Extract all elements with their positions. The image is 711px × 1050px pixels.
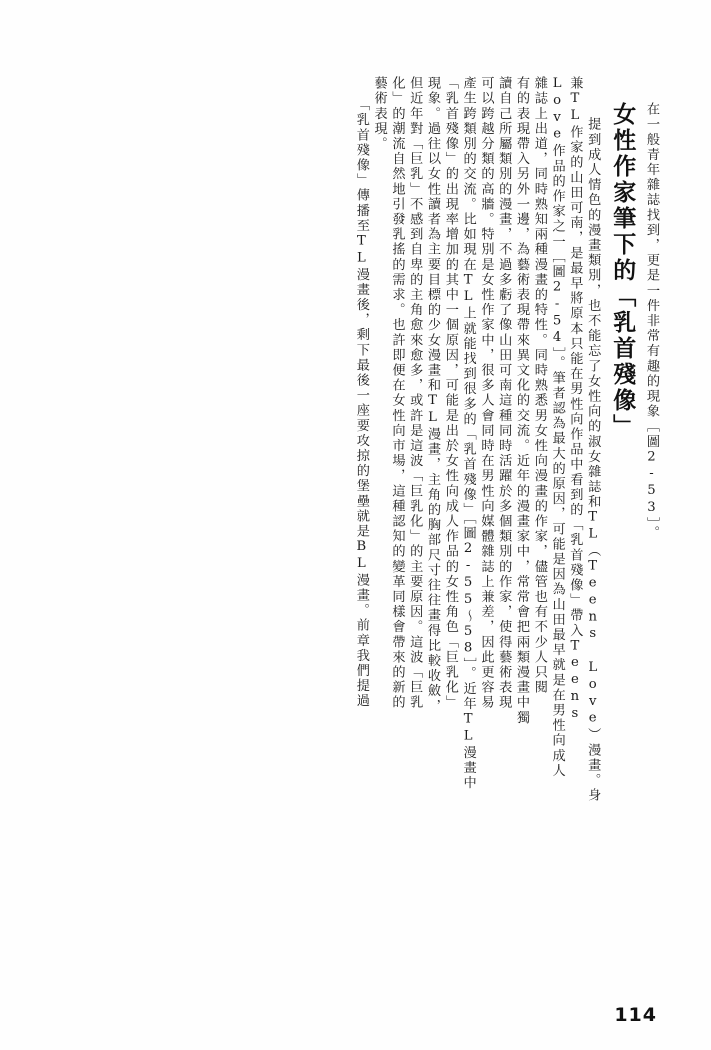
text-column-11: 現象。過往以女性讀者為主要目標的少女漫畫和TL漫畫，主角的胸部尺寸往往畫得比較收斂， [425, 76, 441, 714]
text-column-8: 可以跨越分類的高牆。特別是女性作家中，很多人會同時在男性向媒體雜誌上兼差，因此更容易 [478, 76, 494, 711]
text-column-13: 化」的潮流自然地引發乳搖的需求。也許即便在女性向市場，這種認知的變革同樣會帶來的新的 [389, 76, 405, 711]
text-column-6: 有的表現帶入另外一邊，為藝術表現帶來異文化的交流。近年的漫畫家中，常常會把兩類漫畫中獨 [514, 76, 530, 726]
text-column-4: Love作品的作家之一［圖2-54］。筆者認為最大的原因，可能是因為山田最早就是在男性向成人 [549, 76, 565, 779]
text-column-3: 兼TL作家的山田可南，是最早將原本只能在男性向作品中看到的「乳首殘像」帶入Teens [567, 76, 583, 723]
vertical-text-body [98, 76, 658, 956]
text-column-1: 在一般青年雜誌找到，更是一件非常有趣的現象［圖2-53］。 [644, 102, 659, 541]
text-column-9: 產生跨類別的交流。比如現在TL上就能找到很多的「乳首殘像」［圖2-55～58］。近年TL漫畫中 [460, 76, 476, 791]
text-column-14: 藝術表現。 [371, 76, 387, 152]
page-heading: 女性作家筆下的「乳首殘像」 [609, 102, 637, 440]
page-number: 114 [614, 1004, 657, 1026]
text-column-15: 「乳首殘像」傳播至TL漫畫後，剩下最後一座要攻掠的堡壘就是BL漫畫。前章我們提過 [353, 89, 369, 709]
text-column-7: 讀自己所屬類別的漫畫，不過多虧了像山田可南這種同時活躍於多個類別的作家，使得藝術表現 [496, 76, 512, 711]
text-column-5: 雜誌上出道，同時熟知兩種漫畫的特性。同時熟悉男女性向漫畫的作家，儘管也有不少人只閱 [531, 76, 547, 696]
text-column-2: 提到成人情色的漫畫類別，也不能忘了女性向的淑女雜誌和TL（Teens Love）漫畫。身 [585, 102, 601, 804]
text-column-12: 但近年對「巨乳」不感到自卑的主角愈來愈多，或許是這波「巨乳化」的主要原因。這波「巨乳 [407, 76, 423, 711]
text-column-10: 「乳首殘像」的出現率增加的其中一個原因，可能是出於女性向成人作品的女性角色「巨乳化」 [442, 76, 458, 711]
